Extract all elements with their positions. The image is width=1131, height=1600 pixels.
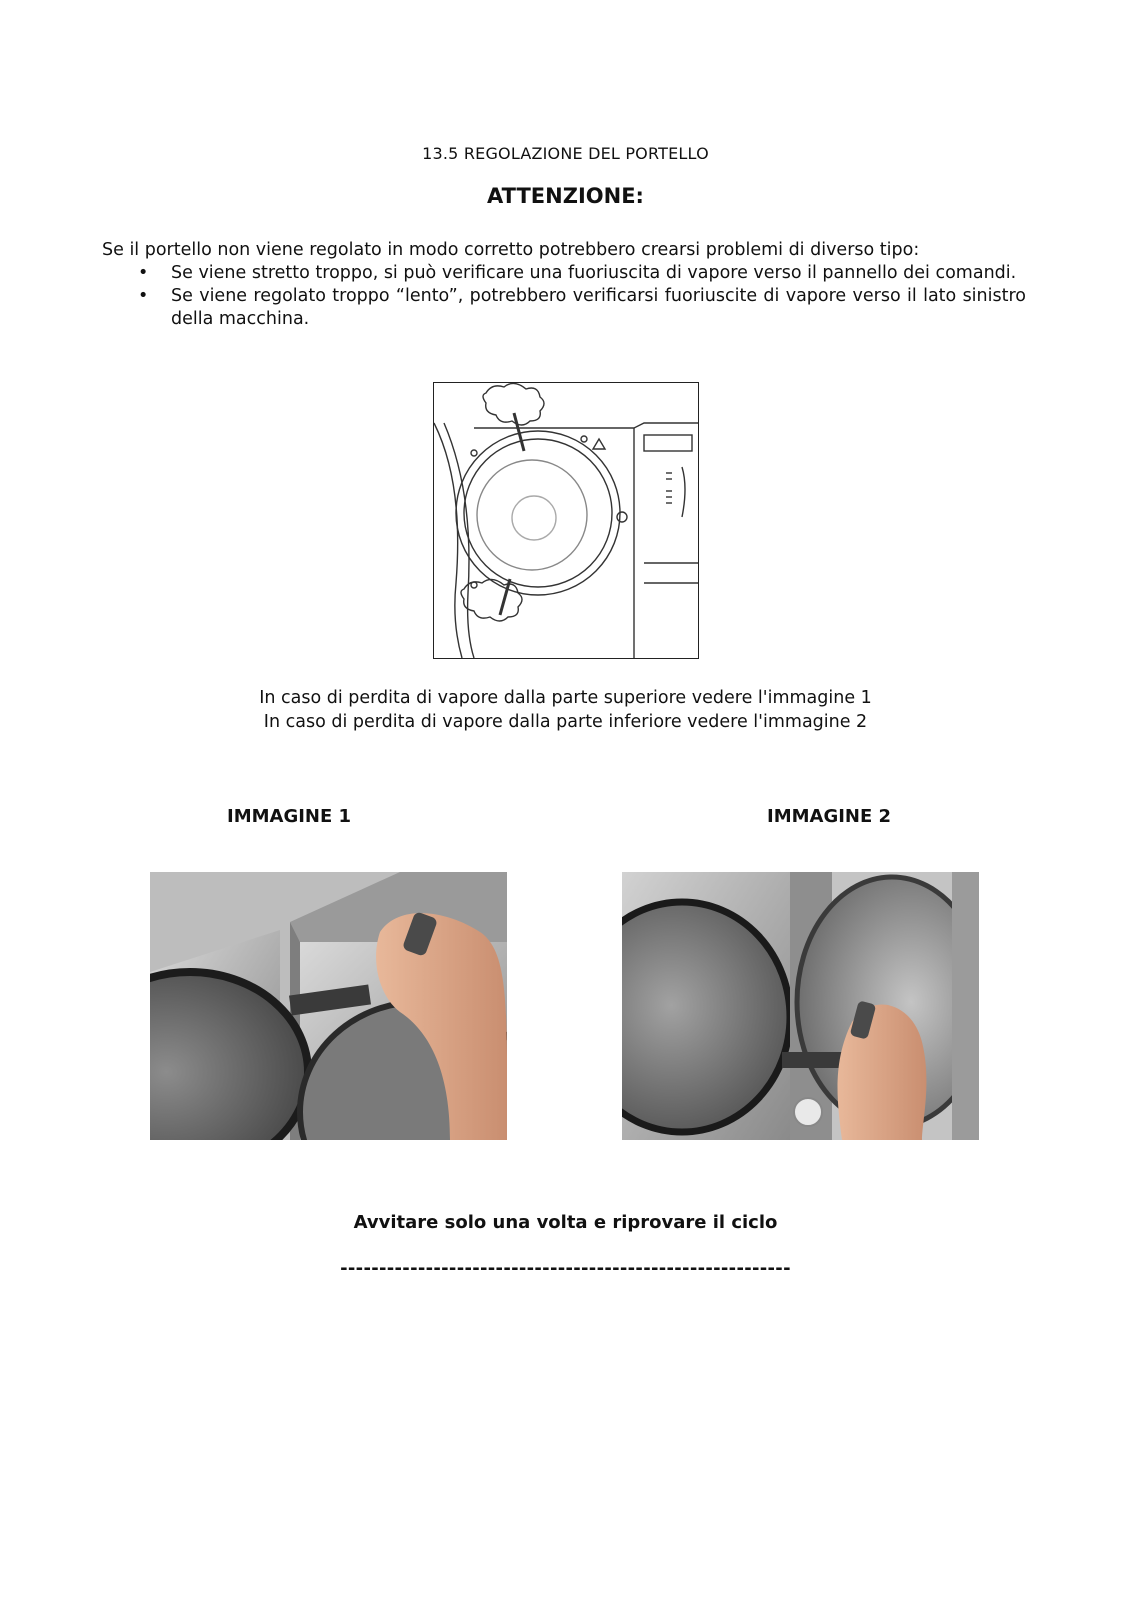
image-1-label: IMMAGINE 1 [227,806,352,827]
warning-bullet-list [102,262,1026,331]
photo-image-1-drawing [150,872,507,1140]
section-title: 13.5 REGOLAZIONE DEL PORTELLO [422,144,709,163]
caption-upper-leak: In caso di perdita di vapore dalla parte superiore vedere l'immagine 1 [259,688,872,708]
intro-paragraph: Se il portello non viene regolato in modo corretto potrebbero crearsi problemi di diverso tipo: [102,240,920,260]
photo-image-2 [622,872,979,1140]
separator-line: ---------------------------------------------------------- [340,1258,791,1279]
bullet-too-tight: • Se viene stretto troppo, si può verificare una fuoriuscita di vapore verso il pannello dei comandi. [102,262,1026,285]
door-steam-sketch [433,382,699,659]
caption-lower-leak: In caso di perdita di vapore dalla parte inferiore vedere l'immagine 2 [263,712,868,732]
door-steam-sketch-drawing [434,383,698,658]
image-2-label: IMMAGINE 2 [767,806,892,827]
warning-title: ATTENZIONE: [487,184,644,208]
closing-instruction: Avvitare solo una volta e riprovare il ciclo [353,1212,778,1233]
bullet-too-loose: • Se viene regolato troppo “lento”, potrebbero verificarsi fuoriuscite di vapore verso il lato sinistro della macchina. [102,285,1026,331]
photo-image-2-drawing [622,872,979,1140]
photo-image-1 [150,872,507,1140]
